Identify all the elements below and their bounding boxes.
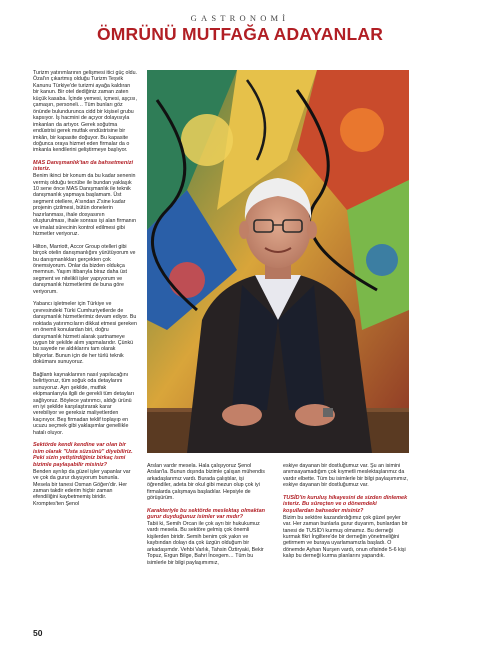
page-number: 50 <box>33 628 43 638</box>
body-paragraph: Yabancı işletmeler için Türkiye ve çevresindeki Türki Cumhuriyetlerde de danışmanlık hizmetlerimiz devam ediyor. Bu noktada yatırımcıların dikkat etmesi gereken en önemli konulardan biri, doğru danışmanlık hizmeti alarak şartnameye uygun bir şekilde alım yapmalarıdır. Çünkü bu sayede ne aldıklarını tam olarak biliyorlar. Bunun için de her türlü teknik dokümanı sunuyoruz. <box>33 301 137 366</box>
body-paragraph: Bağlantı kaynaklarının nasıl yapılacağını belirtiyoruz, tüm soğuk oda detaylarını sunuyoruz. Ayrı şekilde, mutfak ekipmanlarıyla ilgili de gerekli tüm detayları sağlıyoruz. Böylece yatırımcı, aldığı ürünü en iyi şekilde karşılaştırarak karar verebiliyor ve gereksiz maliyetlerden kaçınıyor. Beş firmadan teklif toplayıp en ucuzu seçmek gibi yaklaşımlar genellikle hatalı oluyor. <box>33 371 134 436</box>
interview-question: MAS Danışmanlık'tan da bahsetmenizi isteriz. <box>33 159 134 173</box>
article-column-3 <box>283 463 408 566</box>
portrait-photo <box>147 70 409 453</box>
body-paragraph: eskiye dayanan bir dostluğumuz var. Şu an isimini anımsayamadığım çok kıymetli meslektaşlarımız da vardır elbette. Tüm bu isimlerle bir bilgi paylaşımımız, eskiye dayanan bir dostluğumuz var. <box>283 463 409 489</box>
interview-question: Sektörde kendi kendine var olan bir isim olarak "Usta süzsünü" diyebiliriz. Peki sizin yetiştirdiğiniz birkaç ismi bizimle paylaşabilir misiniz? <box>33 442 133 469</box>
section-label: GASTRONOMİ <box>190 13 290 23</box>
body-paragraph: Hilton, Marriott, Accor Group otelleri gibi birçok otelin danışmanlığını yürütüyorum ve bu danışmanlıkları gerçekten çok önemsiyorum. Onlar da bizden oldukça memnun. Yaşım itibarıyla biraz daha üst segment ve nitelikli işler yapıyorum ve danışmanlık hizmetlerimi de buna göre veriyorum. <box>33 243 136 295</box>
body-paragraph: Turizm yatırımlarının gelişmesi itici güç oldu. Özal'ın çıkartmış olduğu Turizm Teşvik Kanunu Türkiye'de turizmi ayağa kaldıran bir kanun. Bir otel dediğiniz zaman zaten küçük kasaba. İçinde yemesi, içmesi, aşçısı, çamaşırı, personeli… Tüm bunları göz önünde bulundurunca cidd bir kişisel grubu kapsıyor. İş hacmini de açıyor dolayısıyla imkanları da artıyor. Gerek soğutma endüstrisi gerek mutfak endüstrisine bir imkân, bir kapasite doğuyor. Bu kapasite doğunca oraya hizmet eden firmalar da o imkanla kendilerini geliştirmeye başlıyor. <box>33 70 138 154</box>
interview-question: Karakteriyle bu sektörde meslektaş olmaktan gurur duyduğunuz isimler var mıdır? <box>147 507 266 521</box>
article-column-2 <box>147 463 268 572</box>
body-paragraph: Benden ayrılıp da güzel işler yapanlar var ve çok da gurur duyuyorum bununla. Mesela bir tanesi Osman Göğen'dir. Her zaman takdir ederim hiçbir zaman efendiliğini kaybetmemiş biridir. Kromptes'ten Şenol <box>33 468 131 507</box>
article-headline: ÖMRÜNÜ MUTFAĞA ADAYANLAR <box>96 24 384 44</box>
body-paragraph: Bizim bu sektöre kazandırdığımız çok güzel şeyler var. Her zaman bunlarla gurur duyarım, bunlardan bir tanesi de TUSİD'i kurmuş olmamız. Bu derneği kurmak fikri İngiltere'de bir derneğin yönetmeliğini getirmem ve buraya uyarlamamızla başladı. O dönemde Ayhan Nurşen vardı, onun ofisinde 5-6 kişi kalıp bu derneği kurma planlarını yaparıdık. <box>283 514 408 560</box>
article-column-1 <box>33 70 137 513</box>
body-paragraph: Tabii ki, Semih Orcan ile çok ayrı bir hukukumuz vardı mesela. Bu sektöre gelmiş çok önemli kişilerden biridir. Semih benim çok yakın ve kaybından dolayı da çok üzgün olduğum bir arkadaşımdır. Vehbi Varlık, Tahsin Öztiryaki, Bekir Topuz, Ergun Bilge, Bahri İncegem… Tüm bu isimlerle bir bilgi paylaşımımız, <box>147 520 264 566</box>
body-paragraph: Benim ikinci bir konum da bu kadar senenin vermiş olduğu tecrübe ile bundan yaklaşık 10 sene önce MAS Danışmanlık ile teknik danışmanlık yapmaya başlamam. Üst segment otellere, A'sından Z'sine kadar projenin çizilmesi, bütün donelerin hazırlanması, ihale dosyasının oluşturulması, ihale sonrası işi alan firmanın ve imalat sürecinin kontrol edilmesi gibi hizmetler veriyoruz. <box>33 173 137 238</box>
interview-question: TUSİD'in kuruluş hikayesini de sizden dinlemek isteriz. Bu süreçten ve o dönemdeki koşullardan bahseder misiniz? <box>283 494 408 514</box>
body-paragraph: Arslan vardır mesela. Hala çalışıyoruz Şenol Arslan'la. Bunun dışında bizimle çalışan mühendis arkadaşlarımız vardı. Burada çalıştılar, işi öğrendiler, adeta bir okul gibi mezun olup çok iyi firmalarda çalışmaya başladılar. Hepsiyle de görüşürüm. <box>147 463 265 502</box>
